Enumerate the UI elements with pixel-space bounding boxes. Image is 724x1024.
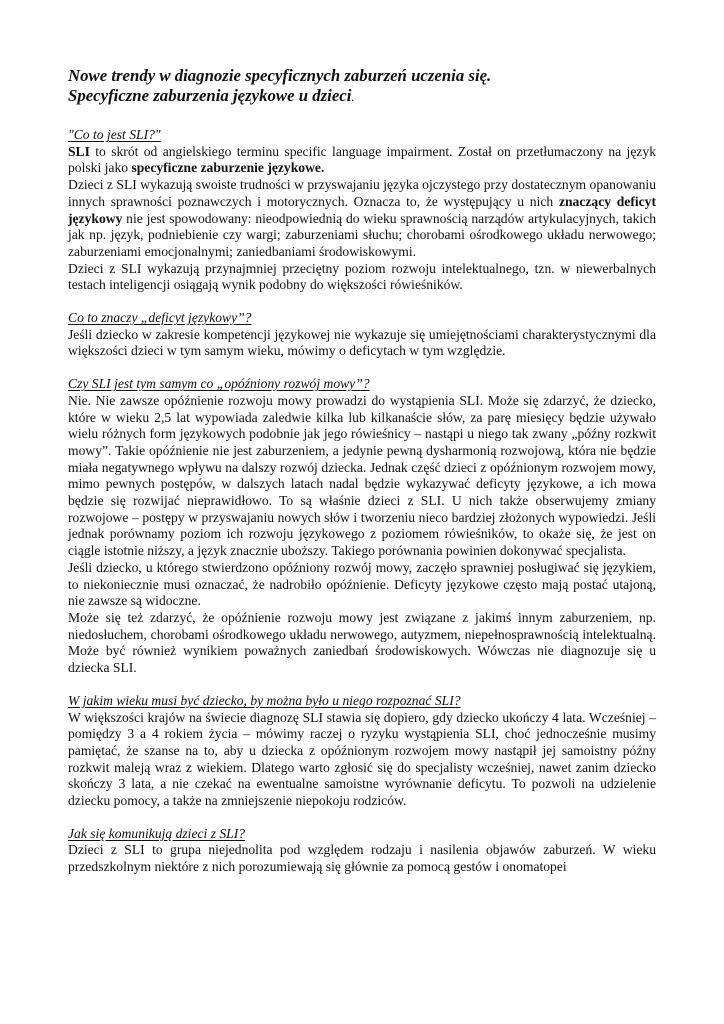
paragraph: Jeśli dziecko, u którego stwierdzono opóźniony rozwój mowy, zaczęło sprawniej posługiwać się językiem, to niekoniecznie musi oznaczać, że nadrobiło opóźnienie. Deficyty językowe często mają postać utajoną, nie zawsze są widoczne. (68, 559, 656, 609)
title-line-2 (68, 86, 656, 107)
paragraph: Jeśli dziecko w zakresie kompetencji językowej nie wykazuje się umiejętnościami charakterystycznymi dla większości dzieci w tym samym wieku, mówimy o deficytach w tym względzie. (68, 326, 656, 359)
title-line-2-text: Specyficzne zaburzenia językowe u dzieci (68, 86, 352, 105)
section-heading: Co to znaczy „deficyt językowy”? (68, 310, 252, 326)
paragraph (68, 144, 656, 177)
section-delayed-speech (68, 376, 656, 677)
section-heading: W jakim wieku musi być dziecko, by można było u niego rozpoznać SLI? (68, 692, 461, 708)
paragraph-text: nie jest spowodowany: nieodpowiednią do wieku sprawnością narządów artykulacyjnych, takich jak np. język, podniebienie czy wargi; zaburzeniami słuchu; chorobami ośrodkowego układu nerwowego; zaburzeniami emocjonalnymi; zaniedbaniami środowiskowymi. (68, 210, 656, 259)
section-communication (68, 826, 656, 876)
bold-term: SLI (68, 143, 90, 159)
paragraph: Nie. Nie zawsze opóźnienie rozwoju mowy prowadzi do wystąpienia SLI. Może się zdarzyć, że dziecko, które w wieku 2,5 lat wypowiada zaledwie kilka lub kilkanaście słów, za parę miesięcy będzie używało wielu różnych form językowych podobnie jak jego rówieśnicy – nastąpi u niego tak zwany „późny rozkwit mowy”. Takie opóźnienie nie jest zaburzeniem, a jedynie pewną dysharmonią rozwojową, która nie będzie miała negatywnego wpływu na dalszy rozwój dziecka. Jednak część dzieci z opóźnionym rozwojem mowy, mimo pewnych postępów, w dalszych latach nadal będzie wykazywać deficyty językowe, a ich mowa będzie się rozwijać nieprawidłowo. To są właśnie dzieci z SLI. U nich także obserwujemy zmiany rozwojowe – postępy w przyswajaniu nowych słów i tworzeniu nieco bardziej złożonych wypowiedzi. Jeśli jednak porównamy poziom ich rozwoju językowego z poziomem rówieśników, to okaże się, że jest on ciągle istotnie niższy, a język znacznie uboższy. Takiego porównania powinien dokonywać specjalista. (68, 392, 656, 559)
section-language-deficit (68, 310, 656, 360)
paragraph: Dzieci z SLI to grupa niejednolita pod względem rodzaju i nasilenia objawów zaburzeń. W wieku przedszkolnym niektóre z nich porozumiewają się głównie za pomocą gestów i onomatopei (68, 842, 656, 875)
paragraph-text: Dzieci z SLI wykazują swoiste trudności w przyswajaniu języka ojczystego przy dostatecznym opanowaniu innych sprawności poznawczych i motorycznych. Oznacza to, że występujący u nich (68, 177, 656, 209)
title-line-2-end: . (351, 89, 355, 104)
document-title (68, 66, 656, 107)
document-page (68, 66, 656, 876)
title-line-1: Nowe trendy w diagnozie specyficznych zaburzeń uczenia się. (68, 66, 492, 85)
section-what-is-sli (68, 127, 656, 294)
section-heading: "Co to jest SLI?" (68, 127, 161, 142)
paragraph: W większości krajów na świecie diagnozę SLI stawia się dopiero, gdy dziecko ukończy 4 lata. Wcześniej – pomiędzy 3 a 4 rokiem życia – mówimy raczej o ryzyku wystąpienia SLI, choć jednocześnie musimy pamiętać, że szanse na to, aby u dziecka z opóźnionym rozwojem mowy nastąpił jej samoistny późny rozkwit maleją wraz z wiekiem. Dlatego warto zgłosić się do specjalisty wcześniej, nawet zanim dziecko skończy 3 lata, a nie czekać na ewentualne samoistne wyrównanie deficytu. To pozwoli na udzielenie dziecku pomocy, a także na zmniejszenie niepokoju rodziców. (68, 709, 656, 809)
section-heading: Czy SLI jest tym samym co „opóźniony rozwój mowy”? (68, 376, 370, 392)
section-diagnosis-age (68, 693, 656, 810)
section-heading: Jak się komunikują dzieci z SLI? (68, 825, 246, 841)
paragraph: Może się też zdarzyć, że opóźnienie rozwoju mowy jest związane z jakimś innym zaburzeniem, np. niedosłuchem, chorobami ośrodkowego układu nerwowego, autyzmem, niepełnosprawnością intelektualną. Może być również wynikiem poważnych zaniedbań środowiskowych. Wówczas nie diagnozuje się u dziecka SLI. (68, 609, 656, 676)
paragraph-text: to skrót od angielskiego terminu specific language impairment. Został on przetłumaczony na język polski jako (68, 143, 656, 176)
paragraph (68, 177, 656, 261)
bold-term: specyficzne zaburzenie językowe. (131, 160, 325, 176)
paragraph: Dzieci z SLI wykazują przynajmniej przeciętny poziom rozwoju intelektualnego, tzn. w niewerbalnych testach inteligencji osiągają wynik podobny do większości rówieśników. (68, 260, 656, 293)
bold-term: znaczący deficyt językowy (68, 193, 656, 226)
